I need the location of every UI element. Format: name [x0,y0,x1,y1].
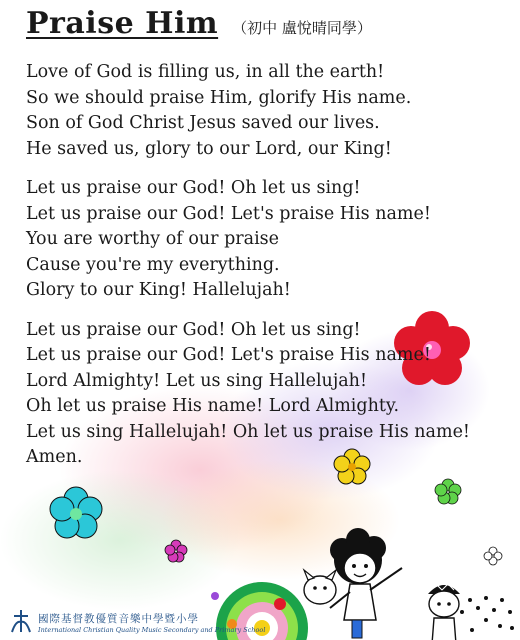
lyrics [26,60,506,485]
school-name-chinese: 國際基督教優質音樂中學暨小學 [38,613,199,625]
lyric-line: Son of God Christ Jesus saved our lives. [26,113,380,133]
lyric-line: You are worthy of our praise [26,229,279,249]
lyric-line: He saved us, glory to our Lord, our King! [26,138,392,159]
stanza-3 [26,318,506,471]
stanza-2 [26,176,506,304]
purple-dot [211,592,219,600]
cartoon-child [330,528,402,638]
school-logo-icon [8,608,34,634]
school-name [38,611,265,634]
lyric-line: Love of God is filling us, in all the earth! [26,62,385,82]
lyric-line: Lord Almighty! Let us sing Hallelujah! [26,370,367,391]
page-title: Praise Him [26,6,219,41]
lyric-line: Let us praise our God! Let's praise His name! [26,203,431,224]
lyric-line: Glory to our King! Hallelujah! [26,280,291,300]
school-name-english: International Christian Quality Music Secondary and Primary School [38,626,266,634]
lyric-line: Let us praise our God! Let's praise His name! [26,345,431,365]
school-footer [8,608,265,634]
author-credit: （初中 盧悅晴同學） [232,19,372,37]
cartoon-child-2 [428,584,460,640]
small-outline-flower [484,547,502,565]
lyric-line: Let us praise our God! Oh let us sing! [26,319,361,340]
lyric-line: Amen. [26,447,83,467]
stanza-1 [26,60,506,162]
lyric-line: Let us sing Hallelujah! Oh let us praise His name! [26,421,470,442]
lyric-line: Let us praise our God! Oh let us sing! [26,178,361,198]
red-dot [274,598,286,610]
lyric-line: Oh let us praise His name! Lord Almighty. [26,396,400,416]
lyric-line: So we should praise Him, glorify His name. [26,87,412,108]
lyric-line: Cause you're my everything. [26,254,280,275]
